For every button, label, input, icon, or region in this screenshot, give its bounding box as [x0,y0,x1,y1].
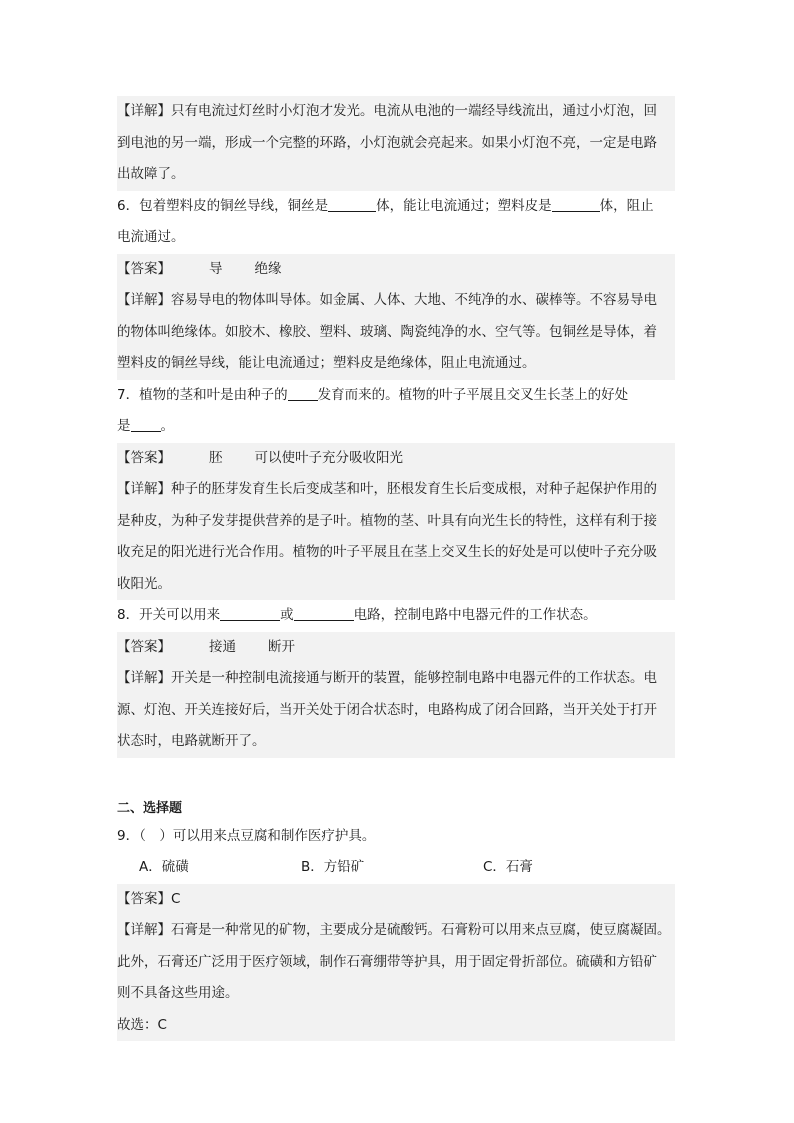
answer-blank [294,605,354,621]
answer-value: 胚 [209,449,223,466]
option-row [117,852,675,884]
answer-blank [328,196,376,212]
answer-value: 可以使叶子充分吸收阳光 [254,449,403,466]
question-8 [117,600,675,758]
detail-block-q5 [117,96,675,191]
answer-line [117,254,675,286]
detail-line: 【详解】容易导电的物体叫导体。如金属、人体、大地、不纯净的水、碳棒等。不容易导电 [117,285,675,317]
detail-line: 此外，石膏还广泛用于医疗领域，制作石膏绷带等护具，用于固定骨折部位。硫磺和方铅矿 [117,947,675,979]
question-stem-cont: 电流通过。 [117,229,185,245]
question-stem: 8．开关可以用来 或 电路，控制电路中电器元件的工作状态。 [117,607,597,623]
section-heading: 二、选择题 [117,800,183,816]
answer-value: 断开 [268,638,295,655]
detail-line: 出故障了。 [117,159,675,191]
question-stem: 7．植物的茎和叶是由种子的 发育而来的。植物的叶子平展且交叉生长茎上的好处 [117,386,629,403]
conclusion-line: 故选：C [117,1010,675,1042]
detail-line: 状态时，电路就断开了。 [117,726,675,758]
question-stem-cont: 是 。 [117,418,174,434]
answer-line: 【答案】C [117,884,675,916]
answer-label: 【答案】 [117,638,171,655]
detail-line: 塑料皮的铜丝导线，能让电流通过；塑料皮是绝缘体，阻止电流通过。 [117,348,675,380]
detail-line: 到电池的另一端，形成一个完整的环路，小灯泡就会亮起来。如果小灯泡不亮，一定是电路 [117,128,675,160]
answer-blank [131,416,161,432]
answer-label: 【答案】 [117,260,171,277]
detail-line: 收阳光。 [117,569,675,601]
question-6 [117,191,675,380]
answer-blank [552,196,600,212]
answer-value: 接通 [209,638,236,655]
option-a: A．硫磺 [139,859,189,875]
option-c: C．石膏 [483,859,533,875]
answer-line [117,443,675,475]
section-spacer [117,758,675,799]
question-7 [117,380,675,601]
answer-label: 【答案】 [117,449,171,466]
answer-value: 绝缘 [254,260,282,277]
question-9 [117,821,675,1042]
detail-line: 的物体叫绝缘体。如胶木、橡胶、塑料、玻璃、陶瓷纯净的水、空气等。包铜丝是导体，着 [117,317,675,349]
document-page [117,96,675,1041]
detail-line: 则不具备这些用途。 [117,978,675,1010]
answer-line [117,632,675,664]
answer-blank [288,385,318,401]
detail-line: 收充足的阳光进行光合作用。植物的叶子平展且在茎上交叉生长的好处是可以使叶子充分吸 [117,537,675,569]
option-b: B．方铅矿 [301,859,365,875]
detail-line: 【详解】种子的胚芽发育生长后变成茎和叶，胚根发育生长后变成根，对种子起保护作用的 [117,474,675,506]
detail-line: 【详解】开关是一种控制电流接通与断开的装置，能够控制电路中电器元件的工作状态。电 [117,663,675,695]
question-stem: 9．（ ）可以用来点豆腐和制作医疗护具。 [117,827,376,844]
answer-value: 导 [209,260,223,277]
question-stem: 6．包着塑料皮的铜丝导线，铜丝是 体，能让电流通过；塑料皮是 体，阻止 [117,197,654,214]
detail-line: 【详解】只有电流过灯丝时小灯泡才发光。电流从电池的一端经导线流出，通过小灯泡，回 [117,96,675,128]
answer-blank [220,605,280,621]
detail-line: 源、灯泡、开关连接好后，当开关处于闭合状态时，电路构成了闭合回路，当开关处于打开 [117,695,675,727]
detail-line: 【详解】石膏是一种常见的矿物，主要成分是硫酸钙。石膏粉可以用来点豆腐，使豆腐凝固。 [117,915,675,947]
detail-line: 是种皮，为种子发芽提供营养的是子叶。植物的茎、叶具有向光生长的特性，这样有利于接 [117,506,675,538]
